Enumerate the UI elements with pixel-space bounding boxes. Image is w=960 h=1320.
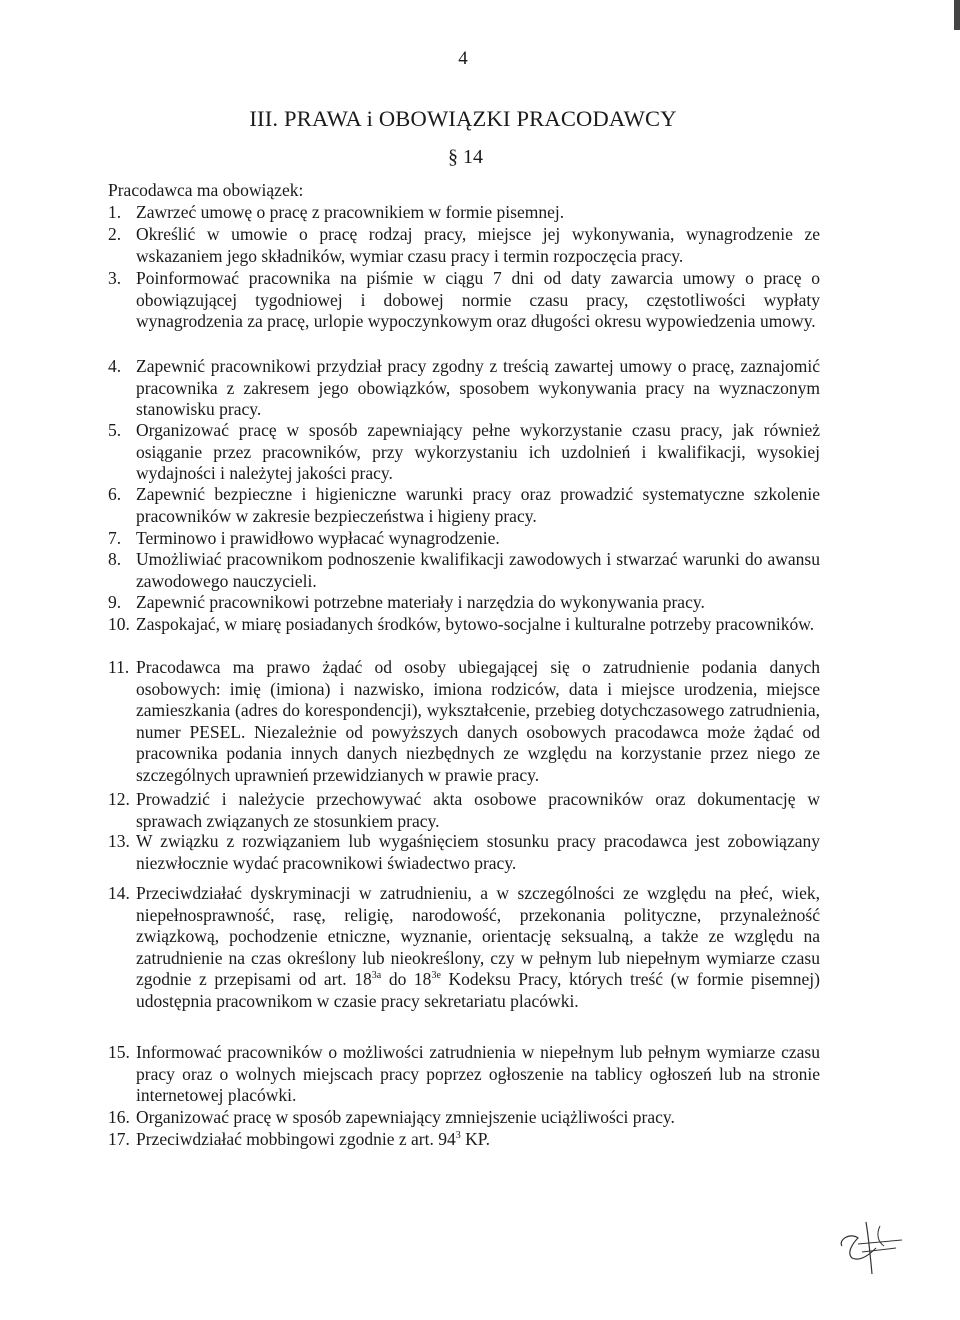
item-text: Poinformować pracownika na piśmie w ciągu 7 dni od daty zawarcia umowy o pracę o obowiązującej tygodniowej i dobowej normie czasu pracy, częstotliwości wypłaty wynagrodzenia za pracę, urlopie wypoczynkowym oraz długości okresu wypowiedzenia umowy. <box>136 268 820 331</box>
page-number: 4 <box>458 48 468 69</box>
item-text-part: Przeciwdziałać mobbingowi zgodnie z art. 94 <box>136 1129 456 1149</box>
superscript: 3e <box>431 970 441 982</box>
intro-text: Pracodawca ma obowiązek: <box>108 180 304 200</box>
item-number: 16. <box>108 1107 130 1127</box>
handwritten-initials-signature <box>836 1218 906 1278</box>
item-number: 4. <box>108 356 122 376</box>
item-text: Zawrzeć umowę o pracę z pracownikiem w formie pisemnej. <box>136 202 565 222</box>
superscript: 3a <box>371 970 382 982</box>
item-text-part: do 18 <box>381 969 432 989</box>
item-number: 6. <box>108 484 122 504</box>
item-text: Terminowo i prawidłowo wypłacać wynagrodzenie. <box>136 528 500 548</box>
item-number: 15. <box>108 1042 130 1062</box>
item-number: 2. <box>108 224 122 244</box>
item-number: 9. <box>108 592 122 612</box>
item-text-part: Kodeksu Pracy, których treść (w formie pisemnej) udostępnia pracownikom w czasie pracy sekretariatu placówki. <box>136 969 820 1011</box>
item-text: Organizować pracę w sposób zapewniający pełne wykorzystanie czasu pracy, jak również osiąganie przez pracowników, przy wykorzystaniu ich uzdolnień i kwalifikacji, wysokiej wydajności i należytej jakości pracy. <box>136 420 820 483</box>
section-title: § 14 <box>448 146 483 168</box>
item-text: W związku z rozwiązaniem lub wygaśnięciem stosunku pracy pracodawca jest zobowiązany niezwłocznie wydać pracownikowi świadectwo pracy. <box>136 831 820 873</box>
scan-edge-mark <box>954 0 960 30</box>
item-text <box>136 883 820 1012</box>
item-text: Organizować pracę w sposób zapewniający zmniejszenie uciążliwości pracy. <box>136 1107 675 1127</box>
item-number: 13. <box>108 831 130 851</box>
item-number: 11. <box>108 657 130 677</box>
item-number: 12. <box>108 789 130 809</box>
item-text: Zapewnić pracownikowi przydział pracy zgodny z treścią zawartej umowy o pracę, zaznajomić pracownika z zakresem jego obowiązków, sposobem wykonywania pracy na wyznaczonym stanowisku pracy. <box>136 356 820 419</box>
item-number: 17. <box>108 1129 130 1149</box>
item-text: Informować pracowników o możliwości zatrudnienia w niepełnym lub pełnym wymiarze czasu pracy oraz o wolnych miejscach pracy poprzez ogłoszenie na tablicy ogłoszeń lub na stronie internetowej placówki. <box>136 1042 820 1105</box>
item-text: Pracodawca ma prawo żądać od osoby ubiegającej się o zatrudnienie podania danych osobowych: imię (imiona) i nazwisko, imiona rodziców, data i miejsce urodzenia, miejsce zamieszkania (adres do korespondencji), wykształcenie, przebieg dotychczasowego zatrudnienia, numer PESEL. Niezależnie od powyższych danych osobowych pracodawca może żądać od pracownika podania innych danych niezbędnych ze względu na korzystanie przez niego ze szczególnych uprawnień przewidzianych w prawie pracy. <box>136 657 820 785</box>
item-number: 10. <box>108 614 130 634</box>
item-text-part: Przeciwdziałać dyskryminacji w zatrudnieniu, a w szczególności ze względu na płeć, wiek, niepełnosprawność, rasę, religię, narodowość, przekonania polityczne, przynależność związkową, pochodzenie etniczne, wyznanie, orientację seksualną, a także ze względu na zatrudnienie na czas określony lub nieokreślony, czy w pełnym lub niepełnym wymiarze czasu zgodnie z przepisami od art. 18 <box>136 883 820 989</box>
item-text: Umożliwiać pracownikom podnoszenie kwalifikacji zawodowych i stwarzać warunki do awansu zawodowego nauczycieli. <box>136 549 820 591</box>
item-text: Zaspokajać, w miarę posiadanych środków, bytowo-socjalne i kulturalne potrzeby pracowników. <box>136 614 815 634</box>
item-number: 1. <box>108 202 122 222</box>
item-number: 5. <box>108 420 122 440</box>
item-text: Zapewnić bezpieczne i higieniczne warunki pracy oraz prowadzić systematyczne szkolenie pracowników w zakresie bezpieczeństwa i higieny pracy. <box>136 484 820 526</box>
item-text: Określić w umowie o pracę rodzaj pracy, miejsce jej wykonywania, wynagrodzenie ze wskazaniem jego składników, wymiar czasu pracy i termin rozpoczęcia pracy. <box>136 224 820 266</box>
item-number: 8. <box>108 549 122 569</box>
superscript: 3 <box>455 1130 461 1142</box>
item-number: 14. <box>108 883 130 903</box>
item-number: 7. <box>108 528 122 548</box>
item-text: Prowadzić i należycie przechowywać akta osobowe pracowników oraz dokumentację w sprawach związanych ze stosunkiem pracy. <box>136 789 820 831</box>
chapter-title: III. PRAWA i OBOWIĄZKI PRACODAWCY <box>249 106 677 131</box>
item-number: 3. <box>108 268 122 288</box>
item-text: Zapewnić pracownikowi potrzebne materiały i narzędzia do wykonywania pracy. <box>136 592 705 612</box>
item-text <box>136 1129 820 1151</box>
item-text-part: KP. <box>460 1129 490 1149</box>
